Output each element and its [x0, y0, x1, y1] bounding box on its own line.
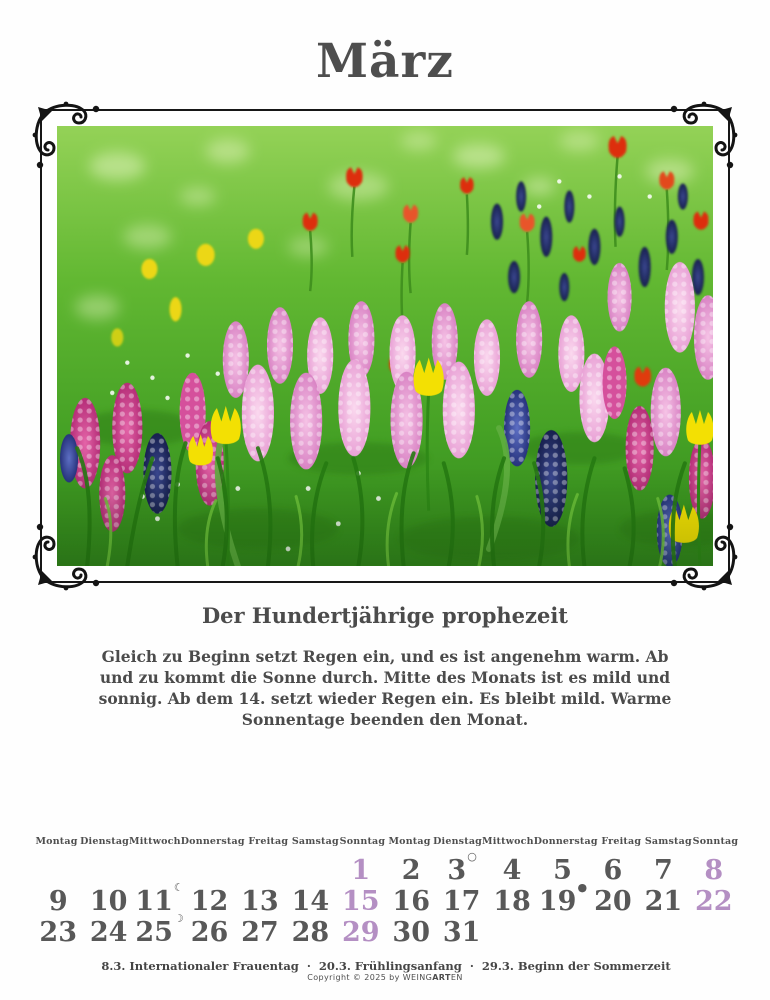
weekday-label: Mittwoch	[129, 836, 181, 847]
day-cell	[33, 855, 83, 886]
weekday-label: Montag	[35, 836, 78, 847]
day-cell	[537, 917, 587, 948]
copyright-prefix: Copyright © 2025 by WEING	[307, 973, 433, 982]
moon-phase-icon: ●	[577, 881, 588, 894]
day-cell: 30	[392, 917, 430, 948]
day-cell: 31	[442, 917, 481, 948]
calendar-days	[33, 850, 739, 948]
weekday-label: Samstag	[291, 836, 339, 847]
day-cell: 17	[442, 886, 481, 917]
day-cell	[285, 855, 335, 886]
weekday-label: Freitag	[601, 836, 642, 847]
day-cell: 6	[603, 855, 623, 886]
story-line: Gleich zu Beginn setzt Regen ein, und es ist angenehm warm. Ab	[101, 647, 669, 666]
calendar-weekday-row	[33, 836, 739, 847]
day-cell: 16	[392, 886, 430, 917]
weekday-label: Donnerstag	[180, 836, 245, 847]
story-heading: Der Hundertjährige prophezeit	[201, 603, 569, 628]
day-cell: 15	[341, 886, 380, 917]
copyright-line	[0, 973, 770, 982]
weekday-label: Sonntag	[692, 836, 739, 847]
flower-meadow-photo	[57, 126, 713, 566]
weekday-label: Dienstag	[433, 836, 483, 847]
day-cell: 21	[644, 886, 683, 917]
day-cell	[588, 917, 638, 948]
weekday-label: Montag	[388, 836, 431, 847]
ornate-photo-frame	[40, 109, 730, 583]
calendar-grid	[33, 836, 739, 973]
story-body	[0, 646, 770, 730]
day-cell: 23	[39, 917, 77, 948]
day-cell	[83, 855, 133, 886]
day-cell: 26	[190, 917, 229, 948]
day-cell: 13	[241, 886, 279, 917]
day-cell: 25☽	[135, 912, 184, 948]
day-cell: 5	[553, 855, 572, 886]
day-cell: 11☾	[135, 881, 184, 917]
day-cell: 14	[291, 886, 330, 917]
day-cell	[184, 855, 234, 886]
moon-phase-icon: ☽	[173, 912, 184, 925]
story-line: Sonnentage beenden den Monat.	[241, 710, 529, 729]
weekday-label: Dienstag	[80, 836, 130, 847]
day-cell: 7	[653, 855, 673, 886]
day-cell: 1	[351, 855, 371, 886]
day-cell	[689, 917, 739, 948]
copyright-suffix: EN	[450, 973, 463, 982]
day-cell	[487, 917, 537, 948]
story-line: sonnig. Ab dem 14. setzt wieder Regen ein. Es bleibt mild. Warme	[98, 689, 672, 708]
weekday-label: Freitag	[248, 836, 289, 847]
story-line: und zu kommt die Sonne durch. Mitte des Monats ist es mild und	[99, 668, 671, 687]
day-cell: 18	[493, 886, 531, 917]
month-title: März	[316, 34, 454, 89]
day-cell: 27	[241, 917, 279, 948]
day-cell: 20	[594, 886, 632, 917]
day-cell: 2	[401, 855, 421, 886]
moon-phase-icon: ☾	[173, 881, 184, 894]
day-cell: 28	[291, 917, 330, 948]
day-cell: 22	[694, 886, 733, 917]
day-cell: 10	[89, 886, 128, 917]
day-cell: 3○	[447, 850, 477, 886]
day-cell: 8	[704, 855, 724, 886]
day-cell: 29	[341, 917, 380, 948]
weekday-label: Mittwoch	[482, 836, 534, 847]
day-cell: 12	[190, 886, 229, 917]
day-cell: 19●	[538, 881, 588, 917]
weekday-label: Donnerstag	[533, 836, 598, 847]
calendar-notes: 8.3. Internationaler Frauentag · 20.3. Frühlingsanfang · 29.3. Beginn der Sommerzeit	[101, 959, 671, 973]
day-cell: 9	[48, 886, 68, 917]
day-cell	[235, 855, 285, 886]
day-cell	[638, 917, 688, 948]
weekday-label: Samstag	[644, 836, 692, 847]
copyright-brand-bold: ART	[432, 973, 451, 982]
day-cell: 4	[502, 855, 522, 886]
day-cell: 24	[89, 917, 128, 948]
moon-phase-icon: ○	[467, 850, 477, 863]
weekday-label: Sonntag	[339, 836, 386, 847]
